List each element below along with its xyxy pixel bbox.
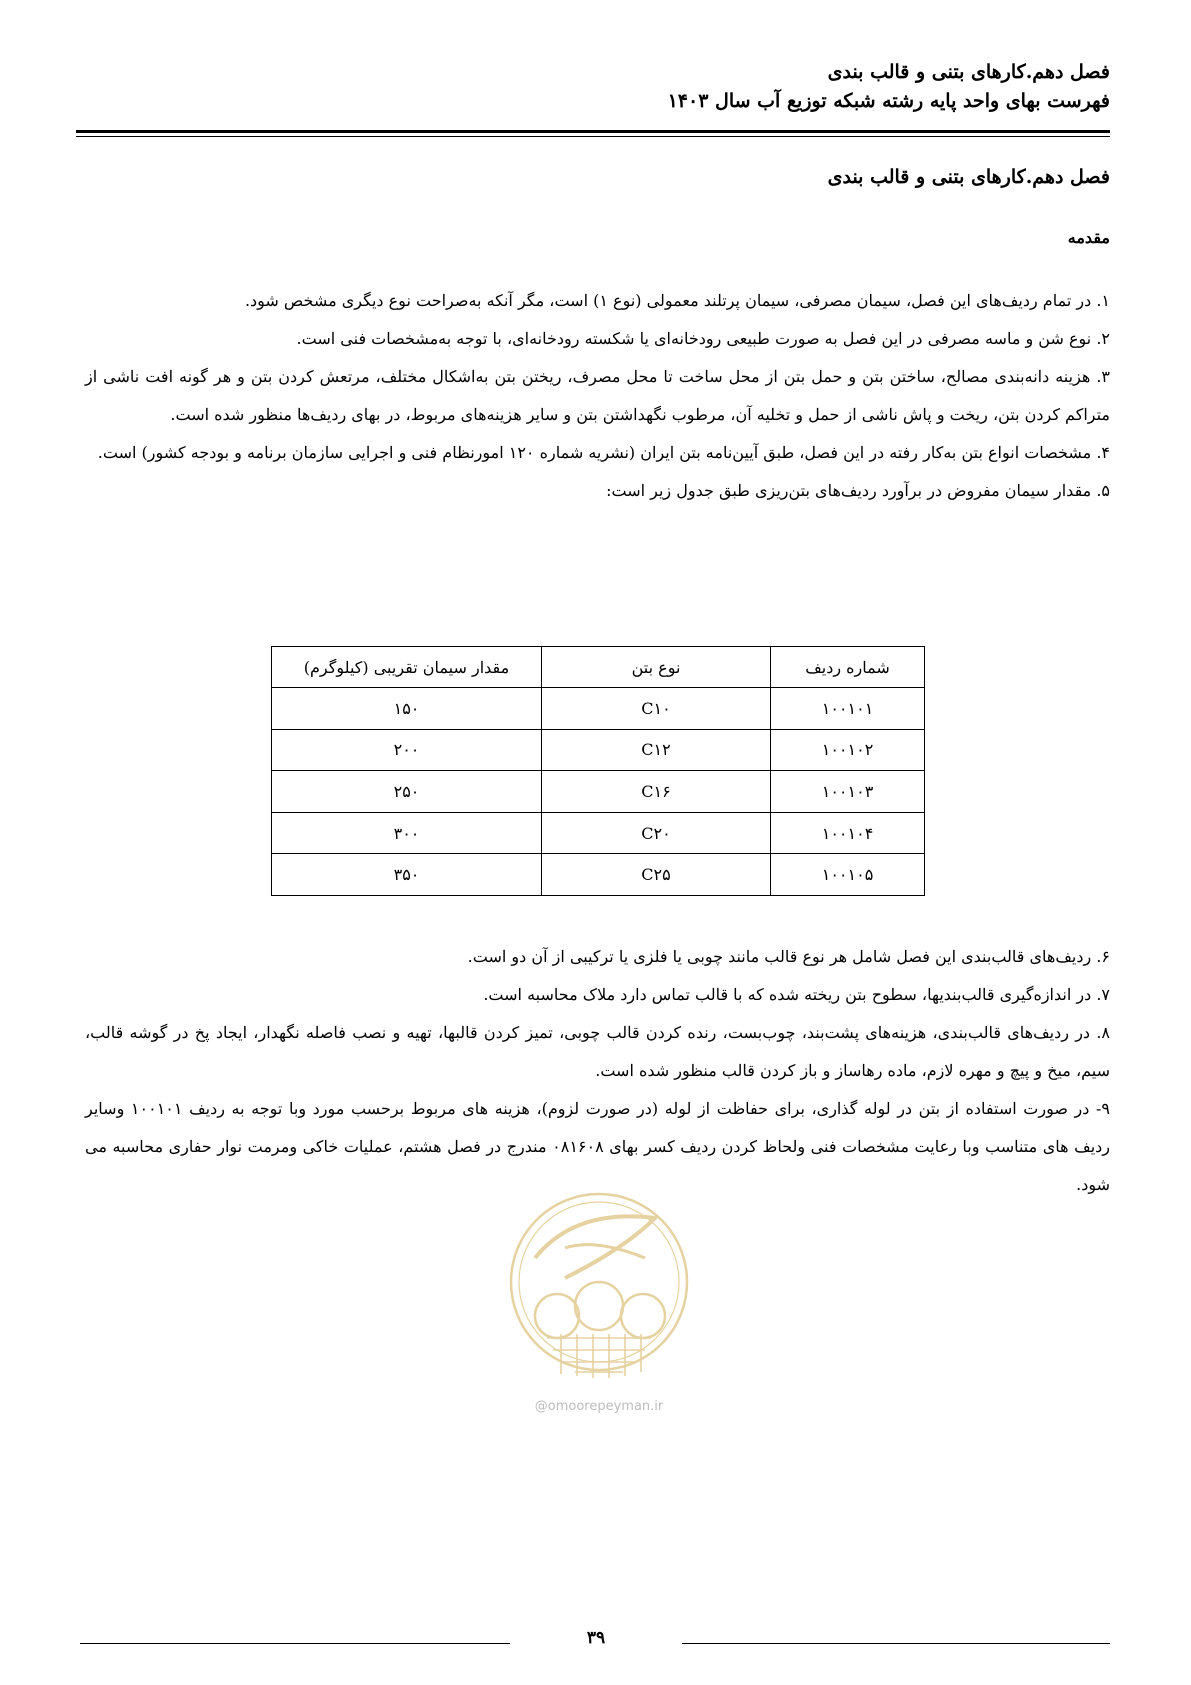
cell-row-number: ۱۰۰۱۰۱ (771, 688, 925, 730)
cell-concrete-type: C۲۰ (542, 812, 771, 854)
paragraph: ۴. مشخصات انواع بتن به‌کار رفته در این فصل، طبق آیین‌نامه بتن ایران (نشریه شماره ۱۲۰ امورنظام فنی و اجرایی سازمان برنامه و بودجه کشور) است. (97, 443, 1110, 462)
intro-paragraphs-group-1 (85, 282, 1110, 510)
paragraph: ۶. ردیف‌های قالب‌بندی این فصل شامل هر نوع قالب مانند چوبی یا فلزی یا ترکیبی از آن دو است. (467, 947, 1110, 966)
header-chapter-line: فصل دهم.کارهای بتنی و قالب بندی (827, 61, 1110, 83)
header-document-title: فهرست بهای واحد پایه رشته شبکه توزیع آب سال ۱۴۰۳ (667, 90, 1110, 112)
cell-cement-amount: ۳۵۰ (272, 854, 542, 896)
header-row-number: شماره ردیف (771, 647, 925, 688)
cell-cement-amount: ۱۵۰ (272, 688, 542, 730)
paragraph: ۵. مقدار سیمان مفروض در برآورد ردیف‌های بتن‌ریزی طبق جدول زیر است: (606, 481, 1110, 500)
cell-row-number: ۱۰۰۱۰۲ (771, 729, 925, 771)
paragraph: ۳. هزینه دانه‌بندی مصالح، ساختن بتن و حمل بتن از محل ساخت تا محل مصرف، ریختن بتن به‌اشکال مختلف، مرتعش کردن بتن و هر گونه افت ناشی از متراکم کردن بتن، ریخت و پاش ناشی از حمل و تخلیه آن، مرطوب نگهداشتن بتن و سایر هزینه‌های مربوط، در بهای ردیف‌ها منظور شده است. (85, 367, 1110, 424)
cell-concrete-type: C۱۶ (542, 771, 771, 813)
watermark-url: @omoorepeyman.ir (534, 1399, 664, 1414)
footer-rule-right (682, 1643, 1110, 1644)
header-cement-amount: مقدار سیمان تقریبی (کیلوگرم) (272, 647, 542, 688)
table-row (272, 771, 925, 813)
seal-icon (505, 1188, 693, 1418)
footer-rule-left (80, 1643, 510, 1644)
paragraph: ۹- در صورت استفاده از بتن در لوله گذاری، برای حفاظت از لوله (در صورت لزوم)، هزینه های مربوط برحسب مورد وبا توجه به ردیف ۱۰۰۱۰۱ وسایر ردیف های متناسب وبا رعایت مشخصات فنی ولحاظ کردن ردیف کسر بهای ۰۸۱۶۰۸ مندرج در فصل هشتم، عملیات خاکی ومرمت نوار حفاری محاسبه می شود. (85, 1099, 1111, 1194)
cell-row-number: ۱۰۰۱۰۳ (771, 771, 925, 813)
table-header-row (272, 647, 925, 688)
cell-concrete-type: C۲۵ (542, 854, 771, 896)
table-row (272, 854, 925, 896)
cement-table (271, 646, 925, 896)
header-rule-thin (76, 136, 1110, 137)
page-header (76, 58, 1110, 116)
page-number: ۳۹ (586, 1628, 606, 1648)
paragraph: ۸. در ردیف‌های قالب‌بندی، هزینه‌های پشت‌بند، چوب‌بست، رنده کردن قالب چوبی، تمیز کردن قالبها، تهیه و نصب فاصله نگهدار، ایجاد پخ در گوشه قالب، سیم، میخ و پیچ و مهره لازم، ماده رهاساز و باز کردن قالب منظور شده است. (85, 1023, 1111, 1080)
paragraph: ۱. در تمام ردیف‌های این فصل، سیمان مصرفی، سیمان پرتلند معمولی (نوع ۱) است، مگر آنکه به‌صراحت نوع دیگری مشخص شود. (244, 291, 1110, 310)
intro-heading: مقدمه (1067, 228, 1110, 247)
cell-concrete-type: C۱۲ (542, 729, 771, 771)
cell-cement-amount: ۲۰۰ (272, 729, 542, 771)
cell-concrete-type: C۱۰ (542, 688, 771, 730)
table-row (272, 729, 925, 771)
chapter-title: فصل دهم.کارهای بتنی و قالب بندی (827, 166, 1110, 188)
header-concrete-type: نوع بتن (542, 647, 771, 688)
cell-row-number: ۱۰۰۱۰۴ (771, 812, 925, 854)
table-row (272, 688, 925, 730)
watermark-logo (505, 1188, 693, 1418)
paragraph: ۲. نوع شن و ماسه مصرفی در این فصل به صورت طبیعی رودخانه‌ای یا شکسته رودخانه‌ای، با توجه به‌مشخصات فنی است. (296, 329, 1110, 348)
header-rule-thick (76, 130, 1110, 133)
cell-cement-amount: ۲۵۰ (272, 771, 542, 813)
table-row (272, 812, 925, 854)
cell-row-number: ۱۰۰۱۰۵ (771, 854, 925, 896)
paragraph: ۷. در اندازه‌گیری قالب‌بندیها، سطوح بتن ریخته شده که با قالب تماس دارد ملاک محاسبه است. (483, 985, 1110, 1004)
intro-paragraphs-group-2 (85, 938, 1110, 1204)
cell-cement-amount: ۳۰۰ (272, 812, 542, 854)
